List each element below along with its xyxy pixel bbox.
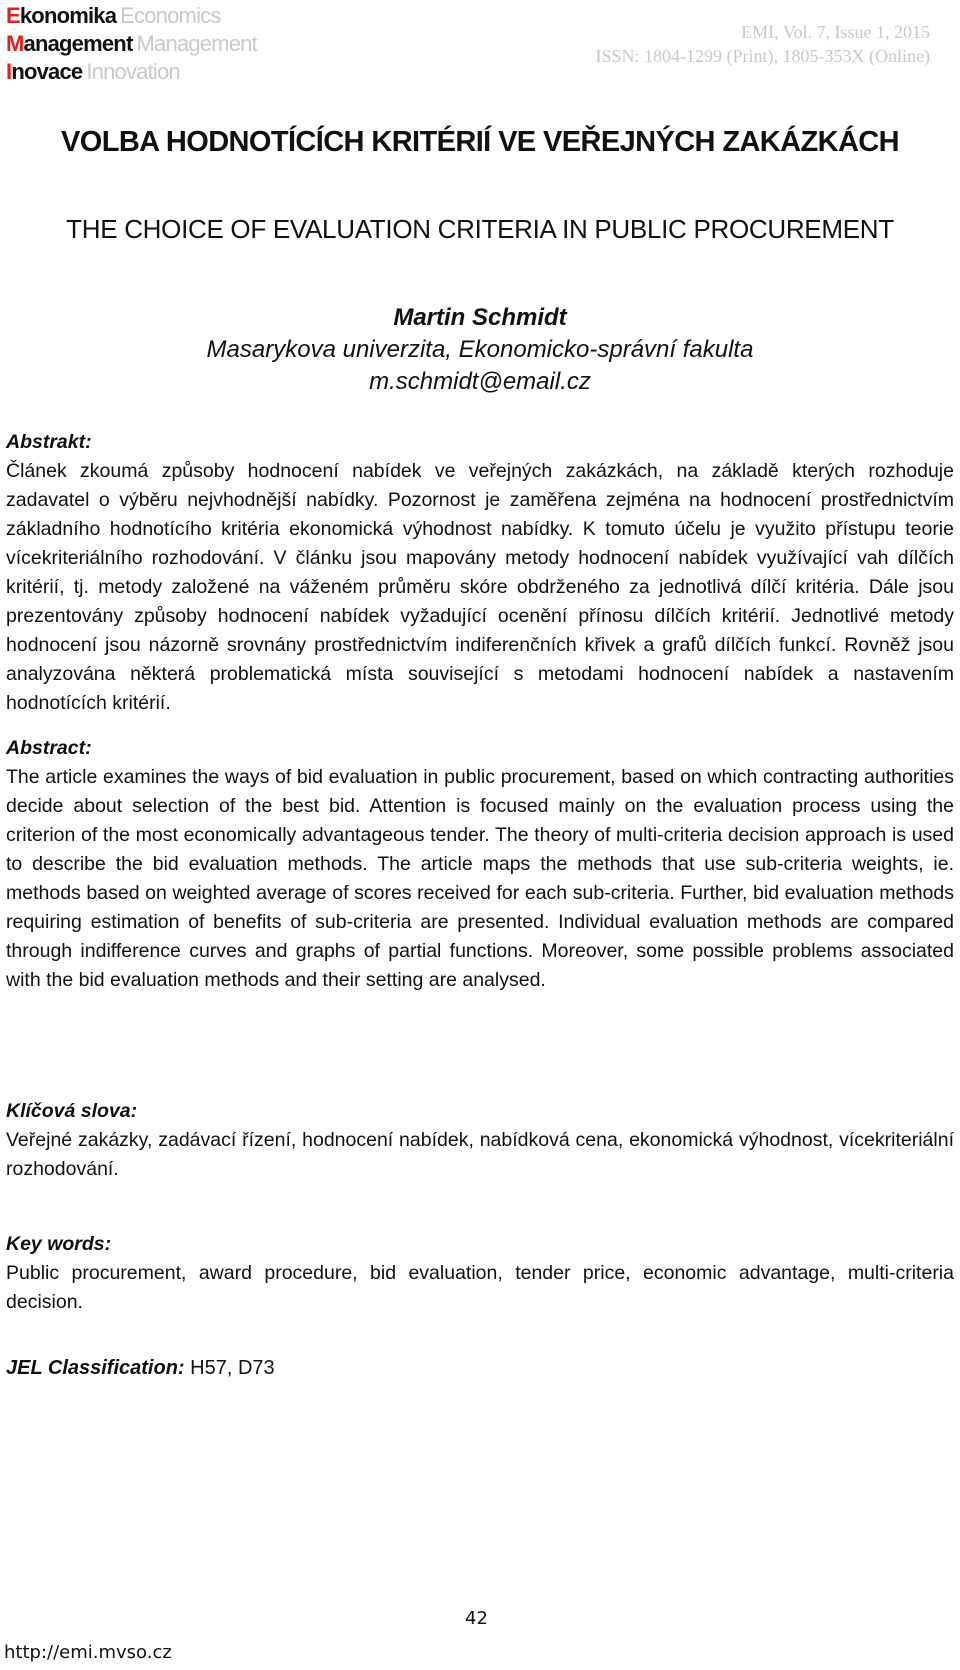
logo-word-cz — [6, 3, 116, 28]
journal-issue: EMI, Vol. 7, Issue 1, 2015 — [741, 22, 930, 42]
logo-initial: I — [6, 59, 12, 84]
klicova-slova-text: Veřejné zakázky, zadávací řízení, hodnocení nabídek, nabídková cena, ekonomická výhodnost, vícekriteriální rozhodování. — [6, 1129, 954, 1180]
author-email: m.schmidt@email.cz — [369, 368, 591, 395]
abstract-section — [6, 734, 954, 995]
logo-word-en: Management — [136, 31, 257, 56]
klicova-slova-section — [6, 1097, 954, 1184]
jel-codes: H57, D73 — [190, 1357, 275, 1379]
logo-word-cz — [6, 59, 82, 84]
jel-label: JEL Classification: — [6, 1357, 185, 1379]
keywords-heading: Key words: — [6, 1233, 112, 1255]
logo-word-rest: anagement — [23, 31, 133, 56]
author-block — [0, 302, 960, 398]
paper-title-en: THE CHOICE OF EVALUATION CRITERIA IN PUBLIC PROCUREMENT — [66, 214, 894, 244]
paper-title-cz: VOLBA HODNOTÍCÍCH KRITÉRIÍ VE VEŘEJNÝCH ZAKÁZKÁCH — [61, 126, 899, 158]
journal-info — [596, 20, 930, 68]
page-number: 42 — [465, 1608, 488, 1629]
keywords-section — [6, 1230, 954, 1317]
logo-word-rest: novace — [11, 59, 83, 84]
logo-word-en: Economics — [120, 3, 221, 28]
logo-initial: E — [6, 3, 20, 28]
jel-classification — [6, 1357, 275, 1380]
abstrakt-section — [6, 428, 954, 718]
logo-row-innovation — [6, 58, 257, 86]
logo-word-cz — [6, 31, 132, 56]
logo-initial: M — [6, 31, 24, 56]
abstrakt-heading: Abstrakt: — [6, 431, 92, 453]
logo-row-management — [6, 30, 257, 58]
keywords-text: Public procurement, award procedure, bid evaluation, tender price, economic advantage, multi-criteria decision. — [6, 1262, 954, 1313]
journal-logo — [6, 2, 257, 86]
logo-word-rest: konomika — [19, 3, 117, 28]
abstrakt-text: Článek zkoumá způsoby hodnocení nabídek ve veřejných zakázkách, na základě kterých rozhoduje zadavatel o výběru nejvhodnější nabídky. Pozornost je zaměřena zejména na hodnocení prostřednictvím základního hodnotícího kritéria ekonomická výhodnost nabídky. K tomuto účelu je využito přístupu teorie vícekriteriálního rozhodování. V článku jsou mapovány metody hodnocení nabídek využívající vah dílčích kritérií, tj. metody založené na váženém průměru skóre obdrženého za jednotlivá dílčí kritéria. Dále jsou prezentovány způsoby hodnocení nabídek vyžadující ocenění přínosu dílčích kritérií. Jednotlivé metody hodnocení jsou názorně srovnány prostřednictvím indiferenčních křivek a grafů dílčích funkcí. Rovněž jsou analyzována některá problematická místa související s metodami hodnocení nabídek a nastavením hodnotících kritérií. — [6, 460, 954, 714]
logo-row-economics — [6, 2, 257, 30]
abstract-heading: Abstract: — [6, 737, 92, 759]
author-name: Martin Schmidt — [393, 304, 567, 331]
logo-word-en: Innovation — [86, 59, 180, 84]
abstract-text: The article examines the ways of bid evaluation in public procurement, based on which contracting authorities decide about selection of the best bid. Attention is focused mainly on the evaluation process using the criterion of the most economically advantageous tender. The theory of multi-criteria decision approach is used to describe the bid evaluation methods. The article maps the methods that use sub-criteria weights, ie. methods based on weighted average of scores received for each sub-criteria. Further, bid evaluation methods requiring estimation of benefits of sub-criteria are presented. Individual evaluation methods are compared through indifference curves and graphs of partial functions. Moreover, some possible problems associated with the bid evaluation methods and their setting are analysed. — [6, 766, 954, 991]
author-affiliation: Masarykova univerzita, Ekonomicko-správní fakulta — [206, 336, 754, 363]
klicova-slova-heading: Klíčová slova: — [6, 1100, 138, 1122]
journal-issn: ISSN: 1804-1299 (Print), 1805-353X (Online) — [595, 46, 930, 66]
footer-url[interactable]: http://emi.mvso.cz — [4, 1642, 172, 1663]
